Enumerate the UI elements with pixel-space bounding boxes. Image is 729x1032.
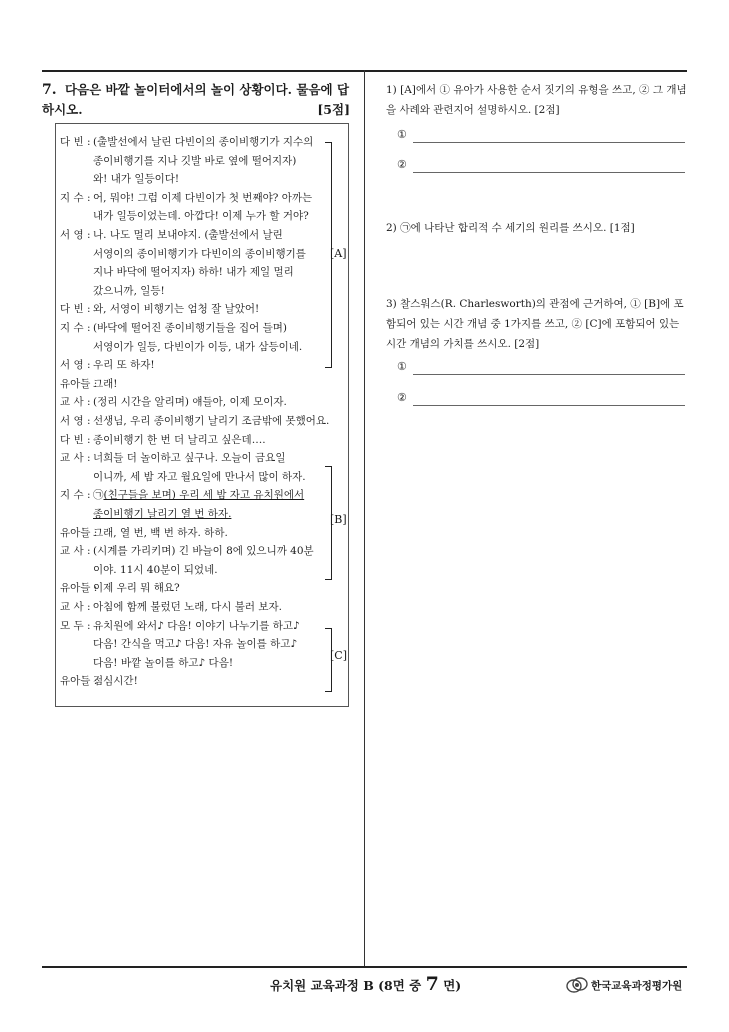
- dialog-text: 이야. 11시 40분이 되었네.: [93, 563, 218, 576]
- dialog-line: [60, 226, 283, 244]
- dialog-text: 지나 바닥에 떨어지자) 하하! 내가 제일 멀리: [93, 266, 294, 279]
- dialog-speaker: 유아들 :: [60, 582, 98, 595]
- dialog-text: 선생님, 우리 종이비행기 날리기 조금밖에 못했어요.: [93, 415, 330, 427]
- dialog-text: 그래!: [93, 377, 118, 390]
- dialog-text: (정리 시간을 알리며) 얘들아, 이제 모이자.: [93, 396, 287, 409]
- dialog-text: 서영이의 종이비행기가 다빈이의 종이비행기를: [93, 247, 306, 260]
- dialog-speaker: 교 사 :: [60, 601, 91, 613]
- dialog-line: [60, 598, 282, 616]
- dialog-text: (친구들을 보며) 우리 세 밤 자고 유치원에서: [103, 489, 305, 502]
- question-number: 7.: [42, 82, 57, 98]
- dialog-text: 종이비행기 한 번 더 날리고 싶은데….: [93, 433, 266, 446]
- column-divider: [364, 70, 365, 966]
- dialog-line: [60, 449, 285, 467]
- footer-page-number: 7: [425, 973, 439, 995]
- kice-logo: [565, 974, 690, 998]
- dialog-line: [60, 263, 294, 281]
- dialog-speaker: 서 영 :: [60, 415, 91, 427]
- dialog-line: [60, 152, 296, 170]
- subquestion-1: 1) [A]에서 ① 유아가 사용한 순서 짓기의 유형을 쓰고, ② 그 개념을 사례와 관련지어 설명하시오. [2점]: [386, 84, 687, 116]
- footer-org: 한국교육과정평가원: [591, 980, 683, 992]
- dialog-speaker: 지 수 :: [60, 322, 91, 334]
- dialog-line: [60, 468, 306, 486]
- dialog-line: [60, 524, 228, 542]
- dialog-line: [60, 207, 309, 225]
- dialog-speaker: 지 수 :: [60, 489, 91, 502]
- dialog-text: 다음! 간식을 먹고♪ 다음! 자유 놀이를 하고♪: [93, 638, 298, 651]
- dialog-line: [60, 393, 287, 411]
- answer-line: [413, 405, 685, 406]
- dialog-text: 갔으니까, 일등!: [93, 284, 165, 297]
- dialog-speaker: 지 수 :: [60, 191, 91, 204]
- dialog-text: 너희들 더 놀이하고 싶구나. 오늘이 금요일: [93, 452, 286, 465]
- dialog-speaker: 다 빈 :: [60, 303, 91, 316]
- dialog-text: 종이비행기 날리기 열 번 하자.: [93, 508, 232, 520]
- dialog-line: [60, 505, 231, 523]
- dialog-speaker: 교 사 :: [60, 545, 91, 558]
- bracket-a-label: [A]: [330, 247, 347, 260]
- dialog-speaker: 서 영 :: [60, 229, 91, 241]
- dialog-line: [60, 245, 306, 263]
- answer-mark: ②: [397, 158, 407, 171]
- answer-line: [413, 142, 685, 143]
- dialog-text: 내가 일등이었는데. 아깝다! 이제 누가 할 거야?: [93, 210, 309, 223]
- bottom-rule: [42, 966, 687, 968]
- dialog-line: [60, 338, 302, 356]
- kice-logo-icon: [565, 974, 589, 996]
- dialog-line: [60, 319, 287, 337]
- dialog-line: [60, 133, 313, 151]
- dialog-line: [60, 189, 312, 207]
- question-text: 다음은 바깥 놀이터에서의 놀이 상황이다. 물음에 답하시오.: [42, 82, 350, 117]
- dialog-text: (시계를 가리키며) 긴 바늘이 8에 있으니까 40분: [93, 545, 314, 558]
- question-points: [5점]: [317, 102, 350, 117]
- dialog-text: 나. 나도 멀리 보내야지. (출발선에서 날린: [93, 229, 283, 241]
- answer-mark: ①: [397, 360, 407, 373]
- dialog-line: [60, 170, 179, 188]
- dialog-line: [60, 282, 165, 300]
- dialog-speaker: 다 빈 :: [60, 433, 91, 446]
- dialog-line: [60, 672, 138, 690]
- dialog-line: [60, 375, 118, 393]
- dialog-text: 점심시간!: [93, 675, 138, 688]
- dialog-speaker: 유아들 :: [60, 675, 98, 688]
- dialog-text: 유치원에 와서♪ 다음! 이야기 나누기를 하고♪: [93, 619, 300, 632]
- dialog-text: 이니까, 세 밤 자고 월요일에 만나서 많이 하자.: [93, 470, 306, 483]
- dialog-speaker: 모 두 :: [60, 619, 91, 632]
- dialog-line: [60, 579, 180, 597]
- dialog-text: 와, 서영이 비행기는 엄청 잘 날았어!: [93, 303, 260, 316]
- dialog-speaker: 유아들 :: [60, 377, 98, 390]
- answer-1-2[interactable]: [395, 158, 690, 178]
- dialog-text: 어, 뭐야! 그럼 이제 다빈이가 첫 번째야? 아까는: [93, 191, 313, 204]
- dialog-text: 다음! 바깥 놀이를 하고♪ 다음!: [93, 656, 234, 669]
- dialog-line: [60, 431, 266, 449]
- dialog-line: [60, 412, 329, 430]
- answer-3-1[interactable]: [395, 360, 690, 380]
- answer-mark: ②: [397, 391, 407, 404]
- dialog-text: (바닥에 떨어진 종이비행기들을 집어 들며): [93, 322, 287, 334]
- dialog-text: 서영이가 일등, 다빈이가 이등, 내가 삼등이네.: [93, 340, 303, 353]
- dialog-text: 이제 우리 뭐 해요?: [93, 582, 180, 595]
- dialog-text: (출발선에서 날린 다빈이의 종이비행기가 지수의: [93, 136, 314, 148]
- footer-suffix: 면): [443, 978, 462, 993]
- footer-label: 유치원 교육과정 B (8면 중: [270, 978, 422, 993]
- subquestion-3: 3) 찰스워스(R. Charlesworth)의 관점에 근거하여, ① [B]에 포함되어 있는 시간 개념 중 1가지를 쓰고, ② [C]에 포함되어 있는 시간 개념의 가치를 쓰시오. [2점]: [386, 298, 684, 350]
- dialog-text: 우리 또 하자!: [93, 359, 155, 372]
- dialog-line: [60, 561, 218, 579]
- dialog-text: 종이비행기를 지나 깃발 바로 옆에 떨어지자): [93, 154, 297, 167]
- dialog-line: [60, 635, 297, 653]
- dialog-line: [60, 542, 314, 560]
- answer-1-1[interactable]: [395, 128, 690, 148]
- footer-page-info: [270, 973, 461, 995]
- answer-3-2[interactable]: [395, 391, 690, 411]
- bracket-b-label: [B]: [330, 513, 347, 526]
- dialog-speaker: 유아들 :: [60, 526, 98, 539]
- dialog-speaker: 다 빈 :: [60, 136, 91, 148]
- dialog-text: 와! 내가 일등이다!: [93, 173, 180, 186]
- answer-mark: ①: [397, 128, 407, 141]
- dialog-speaker: 서 영 :: [60, 359, 91, 372]
- dialog-line: [60, 617, 300, 635]
- dialog-text: 아침에 함께 불렀던 노래, 다시 불러 보자.: [93, 601, 282, 613]
- dialog-line: [60, 356, 155, 374]
- dialog-speaker: 교 사 :: [60, 396, 91, 409]
- dialog-line: [60, 300, 259, 318]
- bracket-c-label: [C]: [330, 649, 347, 662]
- answer-line: [413, 172, 685, 173]
- dialog-marker: ㉠: [93, 489, 104, 502]
- dialog-text: 그래, 열 번, 백 번 하자. 하하.: [93, 526, 228, 539]
- subquestion-2: 2) ㉠에 나타난 합리적 수 세기의 원리를 쓰시오. [1점]: [386, 222, 635, 234]
- dialog-line: [60, 654, 233, 672]
- answer-line: [413, 374, 685, 375]
- dialog-speaker: 교 사 :: [60, 452, 91, 465]
- dialog-line: [60, 486, 304, 504]
